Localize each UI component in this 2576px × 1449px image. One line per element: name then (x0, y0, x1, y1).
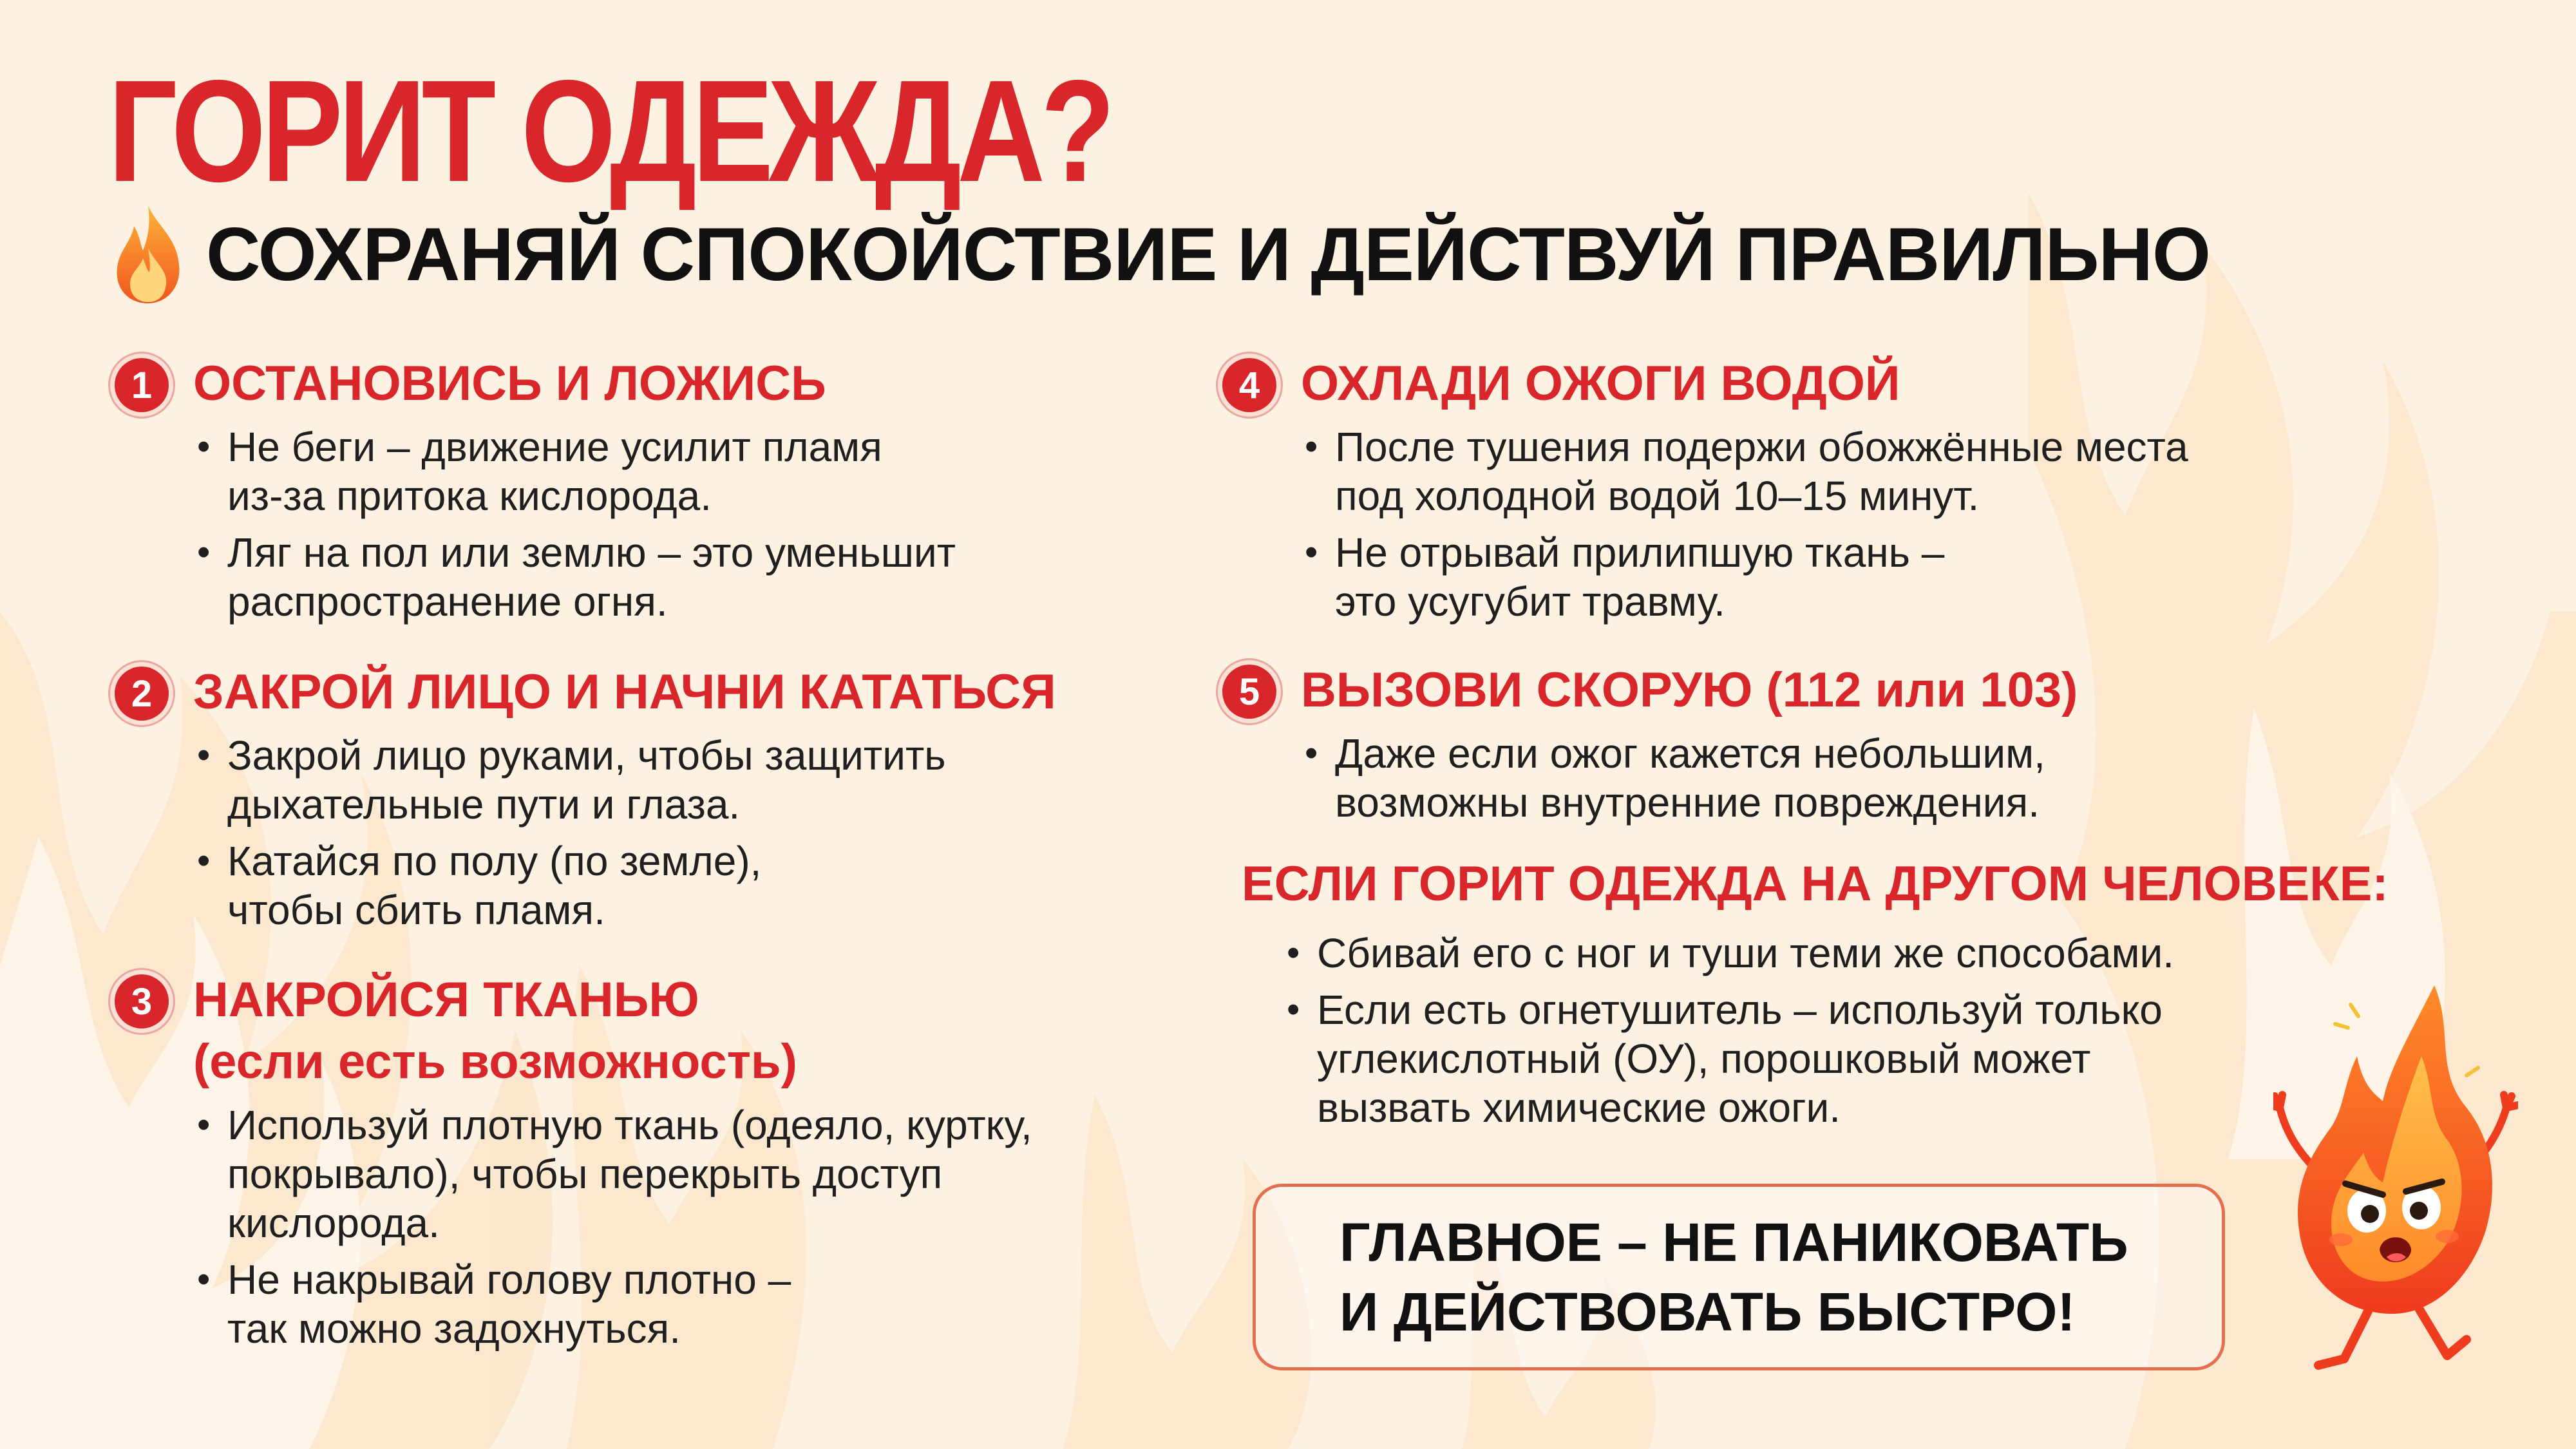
step-number-badge: 4 (1222, 358, 1276, 412)
bullet-item: • Сбивай его с ног и туши теми же способами. (1282, 929, 2174, 978)
section-header (115, 353, 956, 415)
bullet-item: • Не накрывай голову плотно – так можно задохнуться. (192, 1255, 1032, 1353)
other-person-list (1204, 921, 2174, 1132)
bullet-item: • Ляг на пол или землю – это уменьшит распространение огня. (192, 528, 956, 626)
section-title: ЗАКРОЙ ЛИЦО И НАЧНИ КАТАТЬСЯ (193, 665, 1056, 719)
section-header (1222, 353, 2188, 415)
section-2 (115, 661, 1056, 934)
bullet-item: • После тушения подержи обожжённые места под холодной водой 10–15 минут. (1300, 422, 2188, 520)
main-message: ГЛАВНОЕ – НЕ ПАНИКОВАТЬ И ДЕЙСТВОВАТЬ БЫСТРО! (1340, 1212, 2128, 1342)
bullet-item: • Даже если ожог кажется небольшим, возможны внутренние повреждения. (1300, 729, 2078, 827)
bullet-item: • Не беги – движение усилит пламя из-за притока кислорода. (192, 422, 956, 520)
bullet-list (1222, 422, 2188, 626)
step-number-badge: 5 (1222, 665, 1276, 719)
bullet-list (115, 422, 956, 626)
section-5 (1222, 659, 2078, 827)
section-3 (115, 969, 1032, 1353)
bullet-item: • Закрой лицо руками, чтобы защитить дыхательные пути и глаза. (192, 731, 1056, 829)
section-subtitle: (если есть возможность) (193, 1034, 797, 1089)
bullet-item: • Если есть огнетушитель – используй только углекислотный (ОУ), порошковый может вызвать химические ожоги. (1282, 985, 2174, 1132)
step-number-badge: 2 (115, 667, 169, 721)
subtitle: СОХРАНЯЙ СПОКОЙСТВИЕ И ДЕЙСТВУЙ ПРАВИЛЬНО (206, 212, 2211, 296)
fire-mascot (2273, 979, 2518, 1391)
subtitle-row (109, 200, 2210, 309)
section-4 (1222, 353, 2188, 626)
section-header (115, 969, 1032, 1031)
bullet-item: • Используй плотную ткань (одеяло, куртку, покрывало), чтобы перекрыть доступ кислорода. (192, 1101, 1032, 1247)
fire-icon (109, 203, 187, 306)
bullet-item: • Катайся по полу (по земле), чтобы сбить пламя. (192, 837, 1056, 934)
main-message-box (1253, 1184, 2225, 1370)
section-title: ОСТАНОВИСЬ И ЛОЖИСЬ (193, 356, 826, 411)
bullet-list (115, 731, 1056, 934)
section-title: НАКРОЙСЯ ТКАНЬЮ (193, 972, 699, 1027)
section-1 (115, 353, 956, 626)
page-title: ГОРИТ ОДЕЖДА? (108, 50, 1111, 212)
section-header (115, 661, 1056, 723)
bullet-list (115, 1101, 1032, 1353)
step-number-badge: 3 (115, 974, 169, 1028)
bullet-list (1222, 729, 2078, 827)
other-person-title: ЕСЛИ ГОРИТ ОДЕЖДА НА ДРУГОМ ЧЕЛОВЕКЕ: (1242, 857, 2389, 911)
section-header (1222, 659, 2078, 721)
section-title: ВЫЗОВИ СКОРУЮ (112 или 103) (1301, 663, 2078, 717)
bullet-item: • Не отрывай прилипшую ткань – это усугубит травму. (1300, 528, 2188, 626)
step-number-badge: 1 (115, 358, 169, 412)
section-title: ОХЛАДИ ОЖОГИ ВОДОЙ (1301, 356, 1900, 411)
